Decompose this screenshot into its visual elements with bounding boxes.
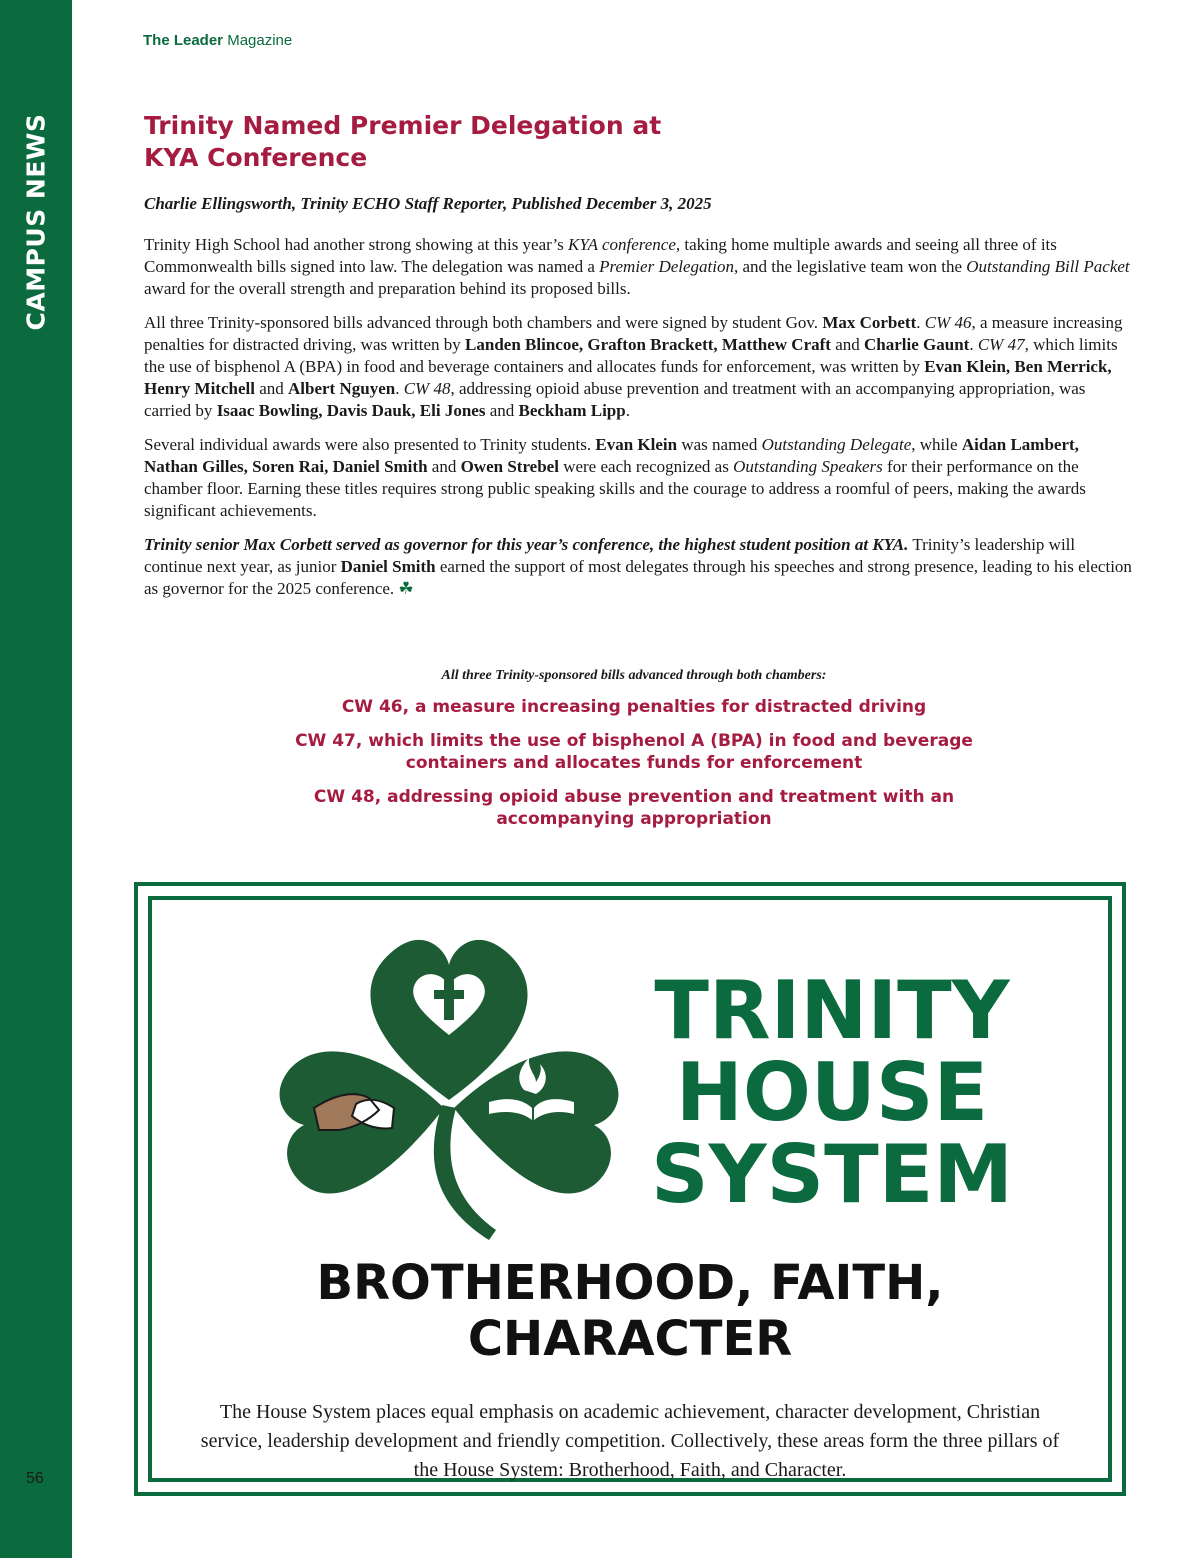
text-run: Max Corbett <box>822 313 917 332</box>
text-run: CW 46 <box>924 313 972 332</box>
article-paragraph <box>144 234 1134 300</box>
text-run: . <box>625 401 630 420</box>
text-run: Outstanding Delegate <box>761 435 912 454</box>
text-run: were each recognized as <box>558 457 734 476</box>
bills-callout <box>144 668 1124 842</box>
pillars-line-1: BROTHERHOOD, FAITH, <box>316 1255 944 1311</box>
text-run: Landen Blincoe, Grafton Brackett, Matthew Craft <box>465 335 831 354</box>
text-run: Owen Strebel <box>460 457 559 476</box>
text-run: Isaac Bowling, Davis Dauk, Eli Jones <box>216 401 486 420</box>
article-paragraph <box>144 534 1134 600</box>
text-run: award for the overall strength and preparation behind its proposed bills. <box>144 279 631 298</box>
callout-item-cw47: CW 47, which limits the use of bisphenol A (BPA) in food and beverage containers and allocates funds for enforcement <box>295 731 973 773</box>
text-run: , while <box>911 435 962 454</box>
text-run: and <box>427 457 461 476</box>
shamrock-icon: ☘ <box>398 579 414 598</box>
magazine-name-rest: Magazine <box>227 32 293 49</box>
text-run: Evan Klein <box>595 435 678 454</box>
text-run: and <box>254 379 288 398</box>
text-run: , addressing opioid abuse prevention and treatment with an accompanying appropriation, was carried by <box>144 379 1086 420</box>
text-run: Daniel Smith <box>340 557 436 576</box>
text-run: Beckham Lipp <box>518 401 626 420</box>
magazine-header <box>143 32 292 49</box>
text-run: Trinity senior Max Corbett served as governor for this year’s conference, the highest student position at KYA. <box>144 535 909 554</box>
callout-item-cw46: CW 46, a measure increasing penalties for distracted driving <box>341 697 927 717</box>
headline-line-1: Trinity Named Premier Delegation at <box>144 111 662 140</box>
sidebar <box>0 0 72 1558</box>
text-run: , a measure increasing penalties for distracted driving, was written by <box>144 313 1123 354</box>
headline-line-2: KYA Conference <box>144 143 368 172</box>
article-headline <box>144 110 1134 174</box>
text-run: earned the support of most delegates through his speeches and strong presence, leading to his election as governor for the 2025 conference. <box>144 557 1132 598</box>
title-line-2: HOUSE <box>675 1046 989 1139</box>
text-run: Outstanding Bill Packet <box>966 257 1130 276</box>
text-run: , taking home multiple awards and seeing all three of its Commonwealth bills signed into law. The delegation was named a <box>144 235 1057 276</box>
byline: Charlie Ellingsworth, Trinity ECHO Staff Reporter, Published December 3, 2025 <box>144 194 712 213</box>
text-run: Trinity’s leadership will continue next year, as junior <box>144 535 1076 576</box>
text-run: Trinity High School had another strong showing at this year’s <box>144 235 569 254</box>
text-run: CW 48 <box>403 379 451 398</box>
text-run: Charlie Gaunt <box>864 335 970 354</box>
magazine-name-bold: The Leader <box>143 32 224 49</box>
house-system-title <box>622 964 1042 1221</box>
text-run: , and the legislative team won the <box>734 257 967 276</box>
text-run: and <box>830 335 864 354</box>
article-paragraph <box>144 434 1134 522</box>
text-run: CW 47 <box>977 335 1025 354</box>
text-run: Aidan Lambert, Nathan Gilles, Soren Rai, Daniel Smith <box>144 435 1079 476</box>
text-run: KYA conference <box>568 235 676 254</box>
text-run: Albert Nguyen <box>288 379 396 398</box>
text-run: was named <box>677 435 762 454</box>
house-system-description: The House System places equal emphasis on academic achievement, character development, Christian service, leadership development and friendly competition. Collectively, these areas form the three pillars of the House System: Brotherhood, Faith, and Character. <box>200 1401 1060 1481</box>
callout-item-cw48: CW 48, addressing opioid abuse prevention and treatment with an accompanying appropriation <box>313 787 955 829</box>
title-line-3: SYSTEM <box>651 1128 1013 1221</box>
text-run: and <box>485 401 519 420</box>
text-run: Outstanding Speakers <box>733 457 883 476</box>
shamrock-icon <box>274 930 624 1260</box>
pillars-line-2: CHARACTER <box>467 1311 793 1367</box>
house-system-inner-frame <box>148 896 1112 1482</box>
title-line-1: TRINITY <box>654 964 1010 1057</box>
article <box>144 110 1134 612</box>
text-run: Several individual awards were also presented to Trinity students. <box>144 435 596 454</box>
text-run: . <box>916 313 925 332</box>
article-paragraph <box>144 312 1134 422</box>
text-run: . <box>969 335 978 354</box>
text-run: Evan Klein, Ben Merrick, Henry Mitchell <box>144 357 1112 398</box>
page-number: 56 <box>26 1470 44 1487</box>
house-system-box <box>134 882 1126 1496</box>
text-run: for their performance on the chamber floor. Earning these titles requires strong public speaking skills and the courage to address a roomful of peers, making the awards significant achievements. <box>144 457 1086 520</box>
pillars-heading <box>152 1255 1108 1367</box>
text-run: . <box>395 379 404 398</box>
section-label: CAMPUS NEWS <box>21 113 51 331</box>
callout-intro: All three Trinity-sponsored bills advanced through both chambers: <box>441 668 827 683</box>
text-run: All three Trinity-sponsored bills advanced through both chambers and were signed by student Gov. <box>144 313 823 332</box>
text-run: Premier Delegation <box>599 257 735 276</box>
text-run: , which limits the use of bisphenol A (BPA) in food and beverage containers and allocates funds for enforcement, was written by <box>144 335 1118 376</box>
article-body <box>144 234 1134 600</box>
